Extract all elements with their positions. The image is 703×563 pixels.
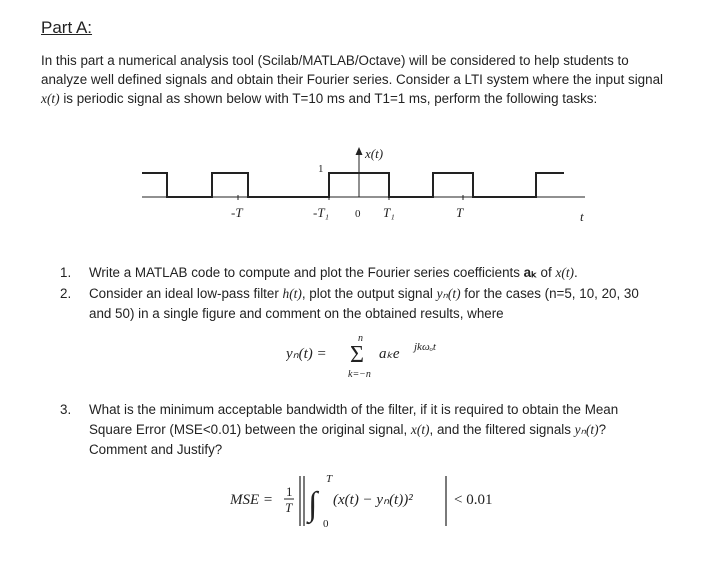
filter-name: h(t) [282, 286, 302, 301]
intro-paragraph [41, 51, 661, 108]
sigma-symbol: Σ [350, 342, 364, 368]
intro-line-3-text: is periodic signal as shown below with T=10 ms and T1=1 ms, perform the following tasks: [59, 91, 598, 106]
task-item [60, 284, 660, 324]
tick-label-t: t [580, 209, 584, 224]
task-list-1 [60, 263, 660, 324]
signal-name: x(t) [555, 265, 575, 280]
tick-label-T: T [456, 205, 464, 220]
intro-line-2: analyze well defined signals and obtain their Fourier series. Consider a LTI system where the input signal [41, 72, 663, 87]
signal-name: x(t) [41, 91, 60, 106]
output-signal-name: yₙ(t) [436, 286, 461, 301]
sum-term: aₖe [379, 346, 400, 362]
tick-label-zero: 0 [355, 208, 361, 220]
task-text: ? [598, 422, 607, 437]
task-item [60, 400, 660, 460]
fraction-denominator: T [285, 500, 293, 515]
task-text: . [574, 265, 578, 280]
fraction-numerator: 1 [286, 484, 293, 499]
integral-lower-limit: 0 [323, 518, 329, 530]
task-text: Write a MATLAB code to compute and plot the Fourier series coefficients [89, 265, 524, 280]
task-number: 1. [60, 265, 72, 280]
integral-upper-limit: T [326, 473, 333, 485]
tick-label-T1: T₁ [383, 205, 395, 220]
equation-rhs: < 0.01 [454, 492, 493, 508]
fourier-sum-equation [286, 333, 476, 381]
intro-line-3 [41, 89, 661, 108]
task-line [89, 284, 660, 304]
square-wave [142, 173, 564, 197]
equation-lhs: yₙ(t) = [286, 346, 327, 362]
task-item [60, 263, 660, 283]
task-list-2 [60, 400, 660, 460]
integral-sign: ∫ [308, 486, 318, 523]
task-line [89, 263, 660, 283]
sum-upper-limit: n [358, 333, 363, 344]
level-label: 1 [318, 163, 324, 175]
amplitude-arrow-icon [356, 147, 363, 155]
tick-label-neg-T: -T [231, 205, 243, 220]
signal-name: x(t) [410, 422, 430, 437]
task-text: Consider an ideal low-pass filter [89, 286, 283, 301]
integrand: (x(t) − yₙ(t))² [333, 492, 413, 508]
task-text: Square Error (MSE<0.01) between the original signal, [89, 422, 411, 437]
figure-title: x(t) [365, 146, 384, 161]
mse-equation [230, 470, 510, 532]
task-line: Comment and Justify? [89, 442, 223, 457]
output-signal-name: yₙ(t) [574, 422, 599, 437]
square-wave-figure [140, 145, 590, 230]
task-text: , and the filtered signals [429, 422, 575, 437]
task-text: for the cases (n=5, 10, 20, 30 [460, 286, 639, 301]
tick-label-neg-T1: -T₁ [313, 205, 330, 220]
task-number: 3. [60, 402, 72, 417]
task-text: , plot the output signal [301, 286, 437, 301]
task-number: 2. [60, 286, 72, 301]
task-line: and 50) in a single figure and comment on the obtained results, where [89, 306, 504, 321]
exponent: jkωₒt [414, 341, 436, 353]
part-heading: Part A: [41, 18, 93, 37]
task-line: What is the minimum acceptable bandwidth of the filter, if it is required to obtain the Mean [89, 402, 619, 417]
intro-line-1: In this part a numerical analysis tool (Scilab/MATLAB/Octave) will be considered to help students to [41, 53, 629, 68]
task-text: of [536, 265, 556, 280]
sum-lower-limit: k=−n [348, 369, 371, 380]
equation-lhs: MSE = [230, 492, 274, 508]
coefficient-symbol: aₖ [523, 265, 537, 280]
task-line [89, 420, 660, 440]
